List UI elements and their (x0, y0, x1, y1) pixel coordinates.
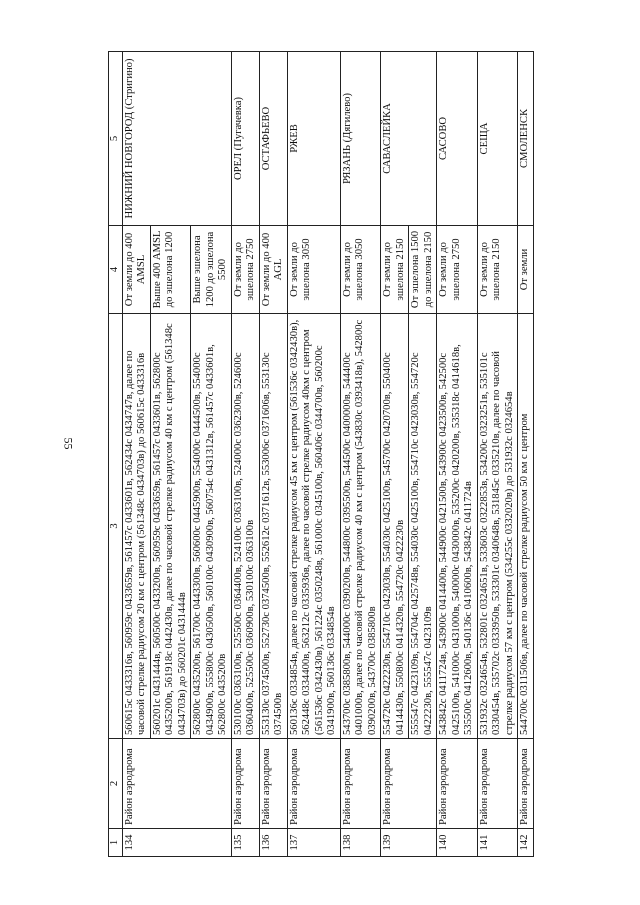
aerodrome-name: СЕЩА (477, 52, 518, 226)
zone-type: Район аэродрома (122, 739, 231, 829)
altitude-limits: От земли до 400 AGL (259, 226, 287, 314)
boundary-coordinates: 554720с 0422230в, 554710с 0423030в, 554030с 0425100в, 545700с 0420700в, 550400с 0414430в, 550800с 0414320в, 554720с 0422230в (381, 314, 409, 739)
column-header: 2 (109, 739, 123, 829)
table-row (518, 52, 534, 857)
rotated-page-content (108, 52, 638, 857)
zone-type: Район аэродрома (477, 739, 518, 829)
boundary-coordinates: 555547с 0423109в, 554704с 0425748в, 554030с 0425100в, 554710с 0423030в, 554720с 0422230в, 555547с 0423109в (409, 314, 437, 739)
boundary-coordinates: 543842с 0411724в, 543900с 0414400в, 544900с 0421500в, 543900с 0423500в, 542500с 0425100в, 541000с 0431000в, 540000с 0430000в, 535200с 0420200в, 535318с 0414618в, 535500с 0412600в, 540136с 0410600в, 543842с 0411724в (437, 314, 478, 739)
row-number: 134 (122, 829, 231, 857)
row-number: 137 (287, 829, 340, 857)
aerodrome-name: СМОЛЕНСК (518, 52, 534, 226)
aerodrome-name: САСОВО (437, 52, 478, 226)
altitude-limits: От земли (518, 226, 534, 314)
table-row (437, 52, 478, 857)
column-header: 5 (109, 52, 123, 226)
boundary-coordinates: 560136с 0334854в, далее по часовой стрелке радиусом 45 км с центром (561536с 0342430в), 562448с 0334400в, 563212с 0335936в, далее по часовой стрелке радиусом 40км с центром (561536с 0342430в), 561224с 0350248в, 561000с 0345100в, 560406с 0344700в, 560200с 0341900в, 560136с 0334854в (287, 314, 340, 739)
boundary-coordinates: 562800с 0435200в, 561700с 0443300в, 560600с 0445900в, 554000с 0444500в, 554000с 0434900в, 555800с 0430500в, 560100с 0430900в, 560754с 0431312в, 561457с 0433601в, 562800с 0435200в (191, 314, 232, 739)
boundary-coordinates: 544700с 0311506в, далее по часовой стрелке радиусом 50 км с центром (518, 314, 534, 739)
table-row (381, 52, 409, 857)
altitude-limits: От земли до эшелона 2150 (381, 226, 409, 314)
table-row (231, 52, 259, 857)
boundary-coordinates: 560201с 0431444в, 560500с 0433200в, 560959с 0433659в, 561457с 0433601в, 562800с 0435200в, 561918с 0442430в, далее по часовой стрелке радиусом 40 км с центром (561348с 0434703в) до 560201с 0431444в (150, 314, 191, 739)
column-header: 1 (109, 829, 123, 857)
row-number: 138 (340, 829, 381, 857)
altitude-limits: От эшелона 1500 до эшелона 2150 (409, 226, 437, 314)
altitude-limits: От земли до эшелона 3050 (340, 226, 381, 314)
zone-type: Район аэродрома (381, 739, 437, 829)
row-number: 142 (518, 829, 534, 857)
zone-type: Район аэродрома (518, 739, 534, 829)
row-number: 135 (231, 829, 259, 857)
row-number: 140 (437, 829, 478, 857)
altitude-limits: От земли до эшелона 2150 (477, 226, 518, 314)
aerodrome-name: РЯЗАНЬ (Дягилево) (340, 52, 381, 226)
aerodrome-name: РЖЕВ (287, 52, 340, 226)
row-number: 136 (259, 829, 287, 857)
table-row (340, 52, 381, 857)
zone-type: Район аэродрома (259, 739, 287, 829)
zone-type: Район аэродрома (287, 739, 340, 829)
boundary-coordinates: 531932с 0324654в, 532801с 0324651в, 533603с 0322853в, 534200с 0323251в, 535101с 0330454в, 535702с 0333950в, 533301с 0340648в, 531845с 0335210в, далее по часовой стрелке радиусом 57 км с центром (534255с 0332020в) до 531932с 0324654в (477, 314, 518, 739)
table-body (122, 52, 533, 857)
altitude-limits: От земли до эшелона 2750 (231, 226, 259, 314)
table-row (122, 52, 150, 857)
airspace-table (108, 51, 534, 857)
aerodrome-name: ОСТАФЬЕВО (259, 52, 287, 226)
page-number: 55 (61, 437, 76, 450)
boundary-coordinates: 560615с 0433316в, 560959с 0433659в, 561457с 0433601в, 562434с 0434747в, далее по часовой стрелке радиусом 20 км с центром (561348с 0434703в) до 560615с 0433316в (122, 314, 150, 739)
boundary-coordinates: 530100с 0363100в, 525500с 0364400в, 524100с 0363100в, 524000с 0362300в, 524600с 0360400в, 525500с 0360900в, 530100с 0363100в (231, 314, 259, 739)
table-row (259, 52, 287, 857)
zone-type: Район аэродрома (231, 739, 259, 829)
boundary-coordinates: 543700с 0385800в, 544000с 0390200в, 544800с 0395500в, 544500с 0400000в, 544400с 0401000в, далее по часовой стрелке радиусом 40 км с центром (543830с 0393418в), 542800с 0390200в, 543700с 0385800в (340, 314, 381, 739)
zone-type: Район аэродрома (340, 739, 381, 829)
aerodrome-name: САВАСЛЕЙКА (381, 52, 437, 226)
column-header: 4 (109, 226, 123, 314)
table-row (287, 52, 340, 857)
altitude-limits: Выше 400 AMSL до эшелона 1200 (150, 226, 191, 314)
table-row (477, 52, 518, 857)
altitude-limits: От земли до эшелона 2750 (437, 226, 478, 314)
row-number: 141 (477, 829, 518, 857)
altitude-limits: От земли до 400 AMSL (122, 226, 150, 314)
header-row (109, 52, 123, 857)
altitude-limits: От земли до эшелона 3050 (287, 226, 340, 314)
aerodrome-name: ОРЕЛ (Пугачевка) (231, 52, 259, 226)
boundary-coordinates: 553130с 0374500в, 552730с 0374500в, 552612с 0371612в, 553006с 0371606в, 553130с 0374500в (259, 314, 287, 739)
altitude-limits: Выше эшелона 1200 до эшелона 5500 (191, 226, 232, 314)
column-header: 3 (109, 314, 123, 739)
aerodrome-name: НИЖНИЙ НОВГОРОД (Стригино) (122, 52, 231, 226)
zone-type: Район аэродрома (437, 739, 478, 829)
row-number: 139 (381, 829, 437, 857)
